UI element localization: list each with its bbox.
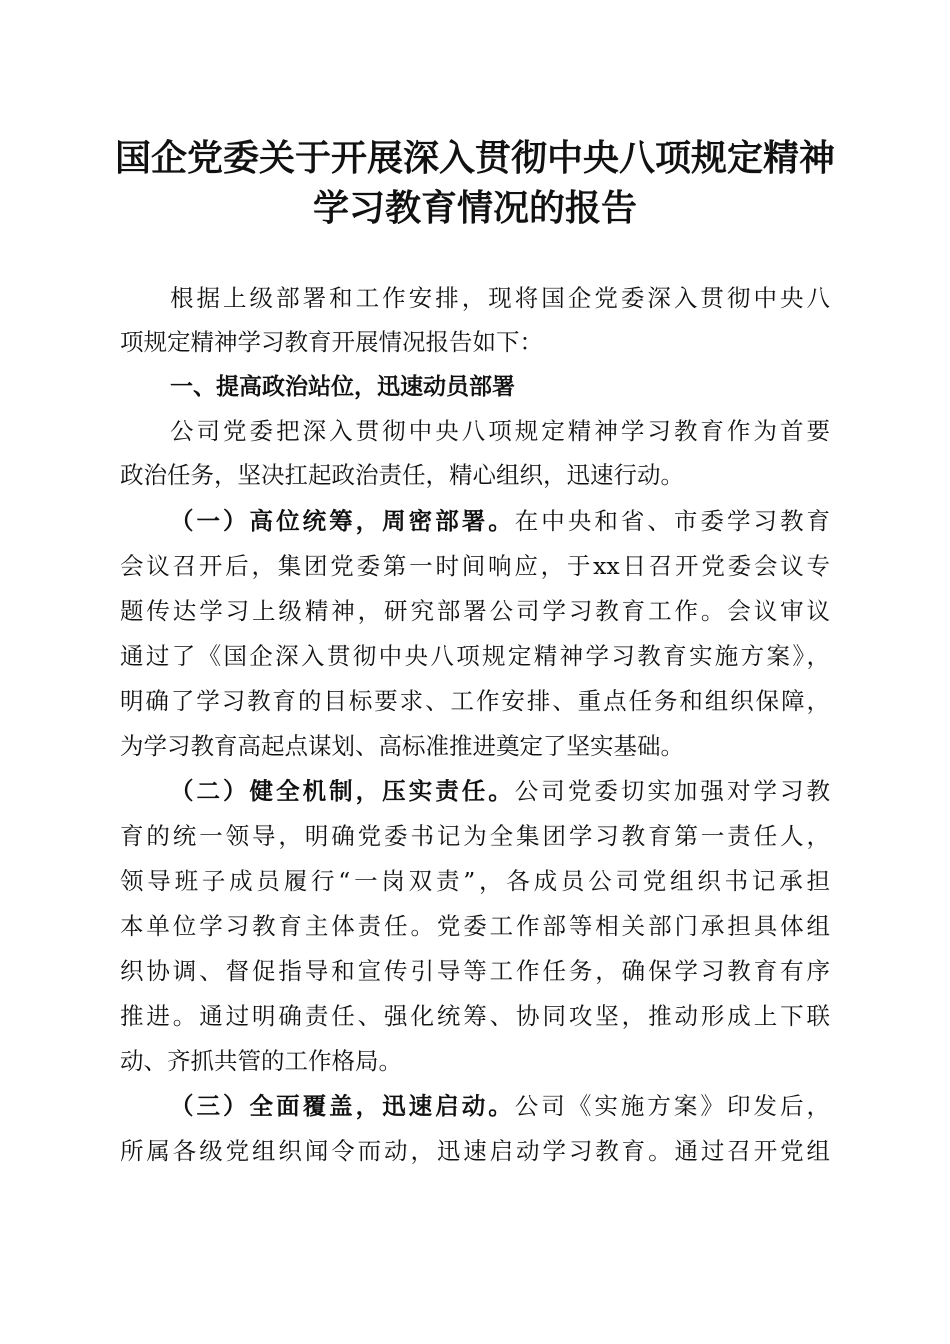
- item-1-line-4: 通过了《国企深入贯彻中央八项规定精神学习教育实施方案》，: [120, 642, 830, 670]
- document-title-line-2: 学习教育情况的报告: [312, 187, 637, 229]
- item-3-line-2: 所属各级党组织闻令而动，迅速启动学习教育。通过召开党组: [120, 1137, 830, 1165]
- item-1-lead: （一）高位统筹，周密部署。: [170, 507, 515, 535]
- item-2-line-7: 动、齐抓共管的工作格局。: [120, 1047, 402, 1075]
- item-1-line-6: 为学习教育高起点谋划、高标准推进奠定了坚实基础。: [120, 732, 684, 760]
- intro-line-2: 项规定精神学习教育开展情况报告如下：: [120, 328, 543, 356]
- section-1-paragraph-line-2: 政治任务，坚决扛起政治责任，精心组织，迅速行动。: [120, 461, 684, 489]
- section-1-heading: 一、提高政治站位，迅速动员部署: [170, 374, 515, 400]
- item-2-line-2: 育的统一领导，明确党委书记为全集团学习教育第一责任人，: [120, 822, 830, 850]
- item-2-line-6: 推进。通过明确责任、强化统筹、协同攻坚，推动形成上下联: [120, 1002, 830, 1030]
- item-2-line-3: 领导班子成员履行“一岗双责”，各成员公司党组织书记承担: [120, 867, 830, 895]
- item-1-line-3: 题传达学习上级精神，研究部署公司学习教育工作。会议审议: [120, 597, 830, 625]
- item-1-line-1-text: 在中央和省、市委学习教育: [514, 507, 831, 535]
- item-1-line-5: 明确了学习教育的目标要求、工作安排、重点任务和组织保障，: [120, 687, 830, 715]
- item-2-lead: （二）健全机制，压实责任。: [170, 777, 515, 805]
- item-3-lead: （三）全面覆盖，迅速启动。: [170, 1092, 515, 1120]
- item-2-line-5: 织协调、督促指导和宣传引导等工作任务，确保学习教育有序: [120, 957, 830, 985]
- item-3-line-1-text: 公司《实施方案》印发后，: [514, 1092, 831, 1120]
- item-2-line-1-text: 公司党委切实加强对学习教: [514, 777, 831, 805]
- intro-line-1: 根据上级部署和工作安排，现将国企党委深入贯彻中央八: [170, 284, 830, 312]
- item-2-line-4: 本单位学习教育主体责任。党委工作部等相关部门承担具体组: [120, 912, 830, 940]
- section-1-paragraph-line-1: 公司党委把深入贯彻中央八项规定精神学习教育作为首要: [170, 417, 830, 445]
- document-title-line-1: 国企党委关于开展深入贯彻中央八项规定精神: [114, 137, 835, 179]
- item-2-line-1: [170, 776, 830, 806]
- item-1-line-2: 会议召开后，集团党委第一时间响应，于xx日召开党委会议专: [120, 552, 830, 580]
- item-3-line-1: [170, 1091, 830, 1121]
- item-1-line-1: [170, 506, 830, 536]
